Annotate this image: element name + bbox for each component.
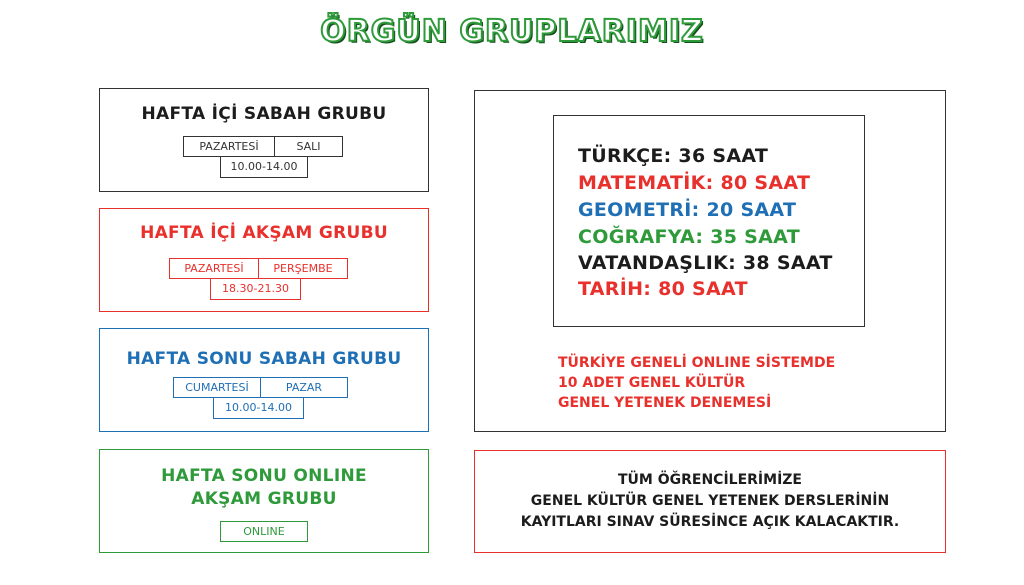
group-title: HAFTA SONU SABAH GRUBU xyxy=(126,349,402,369)
group-days xyxy=(173,377,348,398)
weekend-morning-group xyxy=(99,328,429,432)
subject-hours: COĞRAFYA: 35 SAAT xyxy=(578,226,800,248)
group-title-line1: HAFTA SONU ONLINE xyxy=(161,466,367,486)
group-title: HAFTA İÇİ SABAH GRUBU xyxy=(141,104,387,124)
group-title: HAFTA İÇİ AKŞAM GRUBU xyxy=(140,223,388,243)
subject-hours: TÜRKÇE: 36 SAAT xyxy=(578,145,769,167)
subject-hours: VATANDAŞLIK: 38 SAAT xyxy=(578,252,833,274)
registration-note-box xyxy=(474,450,946,553)
weekend-online-evening-group xyxy=(99,449,429,553)
registration-note-line: KAYITLARI SINAV SÜRESİNCE AÇIK KALACAKTIR. xyxy=(520,514,900,530)
subject-hours: TARİH: 80 SAAT xyxy=(578,278,748,300)
day-label: CUMARTESİ xyxy=(185,381,249,394)
group-days xyxy=(183,136,343,157)
group-days xyxy=(169,258,348,279)
group-time: 18.30-21.30 xyxy=(210,279,301,300)
exam-note-line: 10 ADET GENEL KÜLTÜR xyxy=(558,375,746,391)
registration-note-line: GENEL KÜLTÜR GENEL YETENEK DERSLERİNİN xyxy=(530,493,890,509)
subject-hours: MATEMATİK: 80 SAAT xyxy=(578,172,811,194)
exam-note-line: TÜRKİYE GENELİ ONLINE SİSTEMDE xyxy=(558,355,836,371)
group-time: 10.00-14.00 xyxy=(220,157,308,178)
day-label: SALI xyxy=(274,137,342,156)
day-label: PAZARTESİ xyxy=(184,262,244,275)
page-title: ÖRGÜN GRUPLARIMIZ xyxy=(320,14,704,49)
weekday-evening-group xyxy=(99,208,429,312)
registration-note-line: TÜM ÖĞRENCİLERİMİZE xyxy=(618,472,802,488)
exam-note-line: GENEL YETENEK DENEMESİ xyxy=(558,395,772,411)
exam-note xyxy=(558,353,835,413)
subject-hours: GEOMETRİ: 20 SAAT xyxy=(578,199,797,221)
group-mode: ONLINE xyxy=(220,521,308,542)
weekday-morning-group xyxy=(99,88,429,192)
group-time: 10.00-14.00 xyxy=(213,398,304,419)
day-label: PAZAR xyxy=(260,378,347,397)
day-label: PAZARTESİ xyxy=(199,140,259,153)
day-label: PERŞEMBE xyxy=(258,259,347,278)
group-title-line2: AKŞAM GRUBU xyxy=(191,489,337,509)
